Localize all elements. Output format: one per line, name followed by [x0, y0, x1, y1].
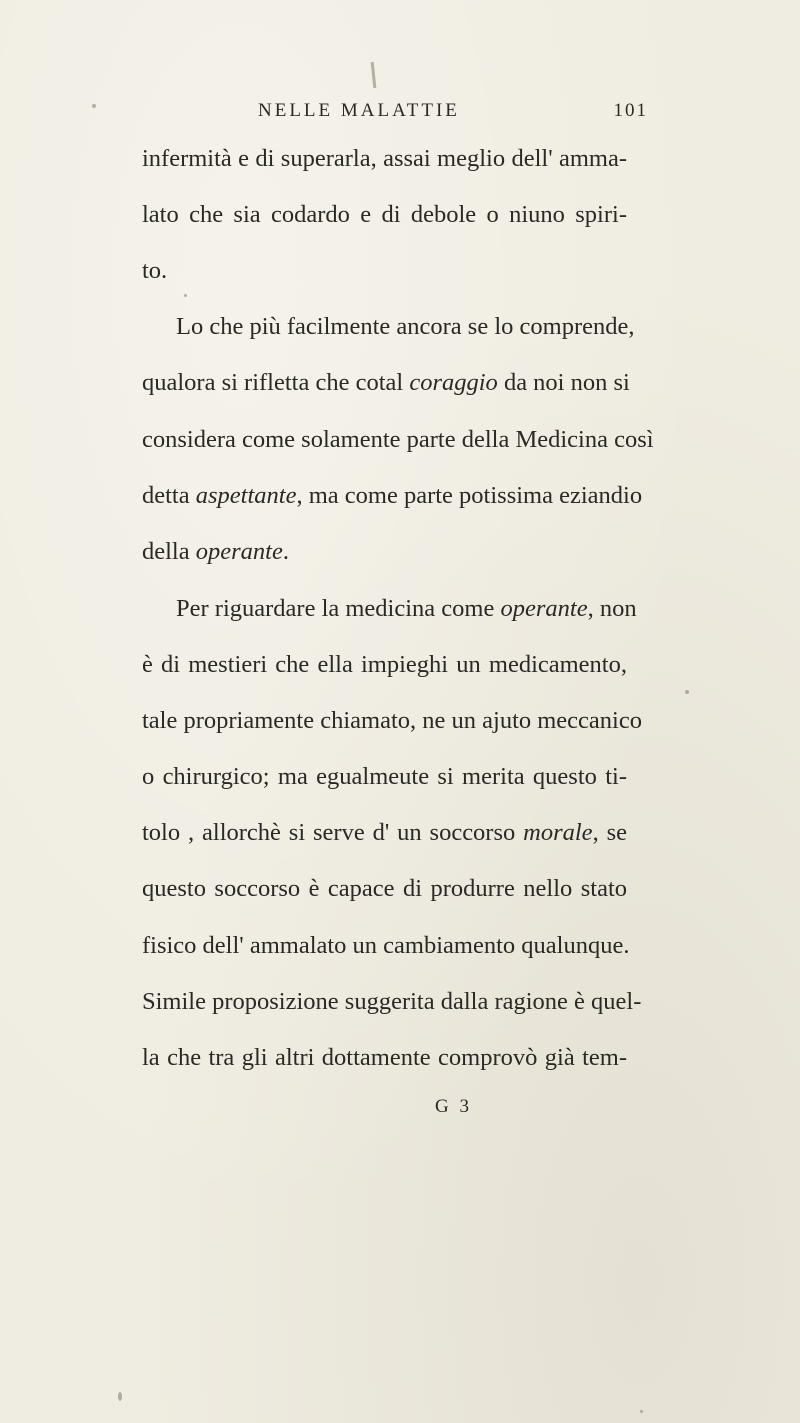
text-run: lato che sia codardo e di debole o niuno spiri-: [142, 201, 627, 228]
text-run: .: [282, 538, 289, 565]
text-run: è di mestieri che ella impieghi un medicamento,: [142, 651, 627, 678]
text-line: [142, 199, 627, 231]
text-run: tale propriamente chiamato, ne un ajuto meccanico: [142, 707, 642, 734]
text-run: qualora si rifletta che cotal: [142, 369, 410, 396]
text-line: [142, 367, 630, 399]
text-line: [142, 536, 627, 568]
page-number: 101: [613, 100, 648, 121]
text-run: o chirurgico; ma egualmeute si merita questo ti-: [142, 763, 627, 790]
italic-term: aspettante: [195, 482, 297, 509]
text-run: questo soccorso è capace di produrre nello stato: [142, 875, 627, 902]
italic-term: operante: [500, 595, 588, 622]
paper-speck: [118, 1392, 122, 1401]
paper-speck: [685, 690, 689, 694]
paper-speck: [92, 104, 96, 108]
text-line: [142, 255, 627, 287]
text-run: fisico dell' ammalato un cambiamento qualunque.: [142, 932, 630, 959]
paper-mark: [371, 62, 377, 88]
text-line: [142, 705, 642, 737]
paper-speck: [640, 1410, 643, 1413]
text-line: [142, 873, 627, 905]
text-run: considera come solamente parte della Medicina così: [142, 426, 654, 453]
text-run: detta: [142, 482, 196, 509]
text-run: Simile proposizione suggerita dalla ragione è quel-: [142, 988, 642, 1015]
running-head: NELLE MALATTIE: [258, 100, 460, 121]
text-run: , se: [592, 819, 627, 846]
text-line: [142, 930, 630, 962]
text-line: [142, 649, 627, 681]
text-run: , non: [587, 595, 637, 622]
text-run: della: [142, 538, 196, 565]
text-run: infermità e di superarla, assai meglio dell' amma-: [142, 145, 627, 172]
italic-term: operante: [195, 538, 283, 565]
paper-speck: [184, 294, 187, 297]
text-line: [176, 593, 637, 625]
signature-mark: G 3: [435, 1096, 472, 1117]
text-run: da noi non si: [497, 369, 630, 396]
text-run: tolo , allorchè si serve d' un soccorso: [142, 819, 524, 846]
text-line: [142, 1042, 627, 1074]
italic-term: morale: [523, 819, 593, 846]
text-line: [142, 761, 627, 793]
page-header: [258, 100, 658, 130]
text-line: [142, 143, 627, 175]
text-run: to.: [142, 257, 168, 284]
text-run: , ma come parte potissima eziandio: [296, 482, 643, 509]
text-run: la che tra gli altri dottamente comprovò già tem-: [142, 1044, 627, 1071]
text-line: [142, 986, 642, 1018]
text-run: Per riguardare la medicina come: [176, 595, 501, 622]
text-line: [142, 424, 654, 456]
text-line: [176, 311, 635, 343]
text-line: [142, 817, 627, 849]
text-line: [142, 480, 643, 512]
italic-term: coraggio: [409, 369, 498, 396]
text-run: Lo che più facilmente ancora se lo comprende,: [176, 313, 635, 340]
